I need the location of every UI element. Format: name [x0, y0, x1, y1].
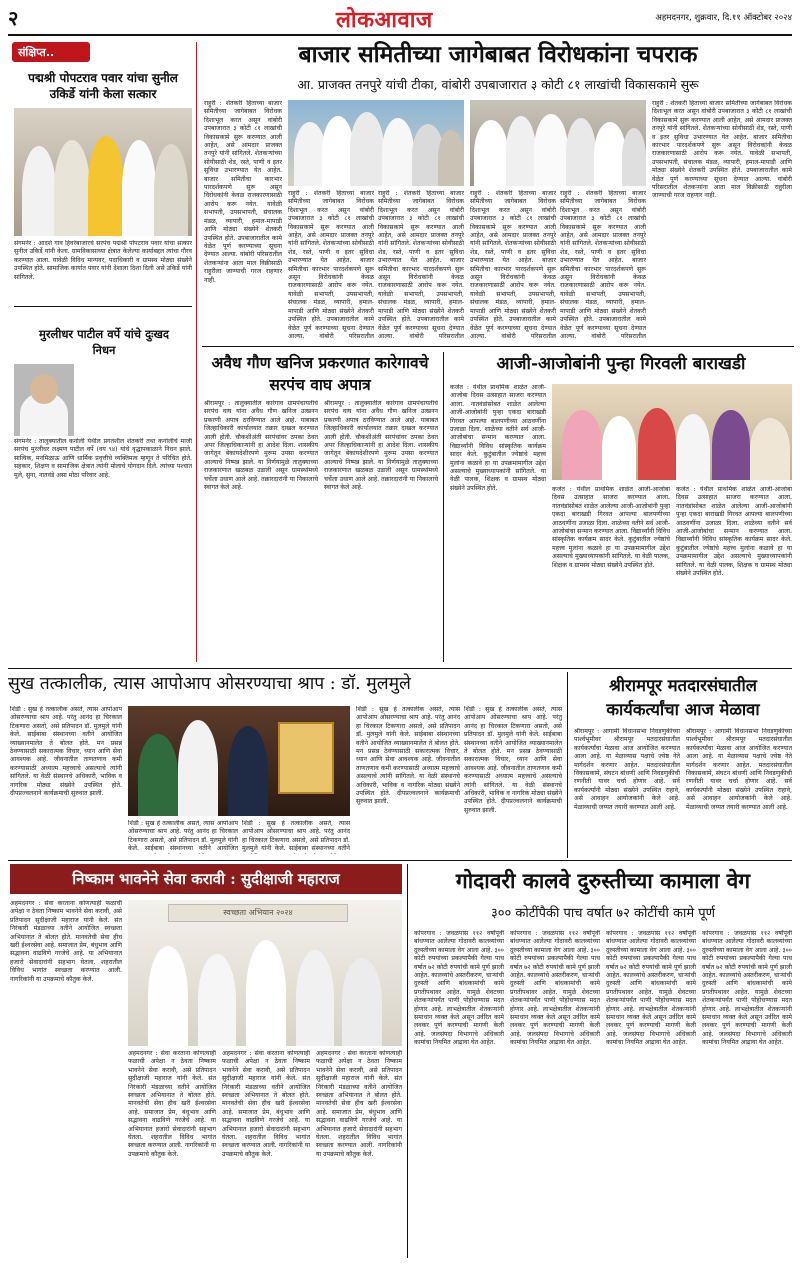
lead-body-col3: राहुरी : शेतकरी हिताच्या बाजार समितीच्या जागेबाबत विरोधक दिशाभूल करत असून वांबोरी उपबाजारात ३ कोटी ८१ लाखांची विकासकामे सुरू करण्यात आली आहेत, असे आमदार प्राजक्त तनपुरे यांनी सांगितले. शेतकऱ्यांच्या सोयीसाठी शेड, रस्ते, पाणी व इतर सुविधा उभारण्यात येत आहेत. बाजार समितीचा कारभार पारदर्शकपणे सुरू असून विरोधकांनी केवळ राजकारणासाठी आरोप करू नयेत. यावेळी सभापती, उपसभापती, संचालक मंडळ, व्यापारी, हमाल-मापाडी आणि मोठ्या संख्येने शेतकरी उपस्थित होते. उपबाजारातील कामे वेळेत पूर्ण करण्याच्या सूचना देण्यात आल्या. वांबोरी परिसरातील	[378, 190, 464, 340]
grandparents-headline: आजी-आजोबांनी पुन्हा गिरवली बाराखडी	[496, 354, 746, 374]
lead-photo	[288, 100, 464, 186]
nishkam-body-col4: अहमदनगर : सेवा करताना कोणत्याही फळाची अपेक्षा न ठेवता निष्काम भावनेने सेवा करावी, असे प्रतिपादन सुदीक्षाजी महाराज यांनी केले. संत निरंकारी मंडळाच्या वतीने आयोजित स्वच्छता अभियानात ते बोलत होते. मानवतेची सेवा हीच खरी ईश्वरसेवा आहे. समाजात प्रेम, बंधुभाव आणि सद्भावना वाढविणे गरजेचे आहे. या अभियानात हजारो सेवादारांनी सहभाग घेतला. शहरातील विविध भागांत स्वच्छता करण्यात आली. नागरिकांनी या उपक्रमाचे कौतुक केले.	[316, 1050, 402, 1158]
lead-body-col1: राहुरी : शेतकरी हिताच्या बाजार समितीच्या जागेबाबत विरोधक दिशाभूल करत असून वांबोरी उपबाजारात ३ कोटी ८१ लाखांची विकासकामे सुरू करण्यात आली आहेत, असे आमदार प्राजक्त तनपुरे यांनी सांगितले. शेतकऱ्यांच्या सोयीसाठी शेड, रस्ते, पाणी व इतर सुविधा उभारण्यात येत आहेत. बाजार समितीचा कारभार पारदर्शकपणे सुरू असून विरोधकांनी केवळ राजकारणासाठी आरोप करू नयेत. यावेळी सभापती, उपसभापती, संचालक मंडळ, व्यापारी, हमाल-मापाडी आणि मोठ्या संख्येने शेतकरी उपस्थित होते. उपबाजारातील कामे वेळेत पूर्ण करण्याच्या सूचना देण्यात आल्या. वांबोरी परिसरातील शेतकऱ्यांना आता माल विक्रीसाठी राहुरीला जाण्याची गरज राहणार नाही.	[204, 100, 282, 284]
mid-rule	[8, 668, 792, 669]
shrirampur-headline: श्रीरामपूर मतदारसंघातील कार्यकर्त्यांचा आज मेळावा	[606, 676, 760, 719]
mulmule-body-col3: शिर्डी : सुख हे तत्कालीक असते, त्यास आपोआप ओसरण्याचा श्राप आहे. परंतु आनंद हा चिरकाल टिकणारा असतो, असे प्रतिपादन डॉ. मुलमुले यांनी केले. साईबाबा संस्थानच्या वतीने	[242, 820, 350, 853]
nishkam-body-col2: अहमदनगर : सेवा करताना कोणत्याही फळाची अपेक्षा न ठेवता निष्काम भावनेने सेवा करावी, असे प्रतिपादन सुदीक्षाजी महाराज यांनी केले. संत निरंकारी मंडळाच्या वतीने आयोजित स्वच्छता अभियानात ते बोलत होते. मानवतेची सेवा हीच खरी ईश्वरसेवा आहे. समाजात प्रेम, बंधुभाव आणि सद्भावना वाढविणे गरजेचे आहे. या अभियानात हजारो सेवादारांनी सहभाग घेतला. शहरातील विविध भागांत स्वच्छता करण्यात आली. नागरिकांनी या उपक्रमाचे कौतुक केले.	[128, 1050, 216, 1158]
grandparents-body-col1: कर्जत : येथील प्राथमिक शाळेत आजी-आजोबा दिवस उत्साहात साजरा करण्यात आला. नातवंडांसोबत शाळेत आलेल्या आजी-आजोबांनी पुन्हा एकदा बाराखडी गिरवत आपल्या बालपणीच्या आठवणींना उजाळा दिला. शाळेच्या वतीने सर्व आजी-आजोबांचा सन्मान करण्यात आला. विद्यार्थ्यांनी विविध सांस्कृतिक कार्यक्रम सादर केले. कुटुंबातील ज्येष्ठांचे महत्त्व मुलांना कळावे हा या उपक्रमामागील उद्देश असल्याचे मुख्याध्यापकांनी सांगितले. या वेळी पालक, शिक्षक व ग्रामस्थ मोठ्या संख्येने उपस्थित होते.	[450, 384, 546, 492]
grandparents-photo	[552, 384, 792, 480]
lead-body-col6: राहुरी : शेतकरी हिताच्या बाजार समितीच्या जागेबाबत विरोधक दिशाभूल करत असून वांबोरी उपबाजारात ३ कोटी ८१ लाखांची विकासकामे सुरू करण्यात आली आहेत, असे आमदार प्राजक्त तनपुरे यांनी सांगितले. शेतकऱ्यांच्या सोयीसाठी शेड, रस्ते, पाणी व इतर सुविधा उभारण्यात येत आहेत. बाजार समितीचा कारभार पारदर्शकपणे सुरू असून विरोधकांनी केवळ राजकारणासाठी आरोप करू नयेत. यावेळी सभापती, उपसभापती, संचालक मंडळ, व्यापारी, हमाल-मापाडी आणि मोठ्या संख्येने शेतकरी उपस्थित होते. उपबाजारातील कामे वेळेत पूर्ण करण्याच्या सूचना देण्यात आल्या. वांबोरी परिसरातील शेतकऱ्यांना आता माल विक्रीसाठी राहुरीला जाण्याची गरज राहणार नाही.	[652, 100, 792, 200]
godavari-headline: गोदावरी कालवे दुरुस्तीच्या कामाला वेग	[455, 868, 751, 893]
sankshipt-divider	[14, 306, 192, 307]
godavari-body-col2: कोपरगाव : जवळपास ११२ वर्षांपूर्वी बांधण्यात आलेल्या गोदावरी कालव्यांच्या दुरुस्तीच्या कामाला वेग आला आहे. ३०० कोटी रुपयांच्या प्रकल्पापैकी गेल्या पाच वर्षात ७२ कोटी रुपयांची कामे पूर्ण झाली आहेत. कालव्यांचे अस्तरीकरण, चाऱ्यांची दुरुस्ती आणि बांधकामांची कामे प्रगतीपथावर आहेत. यामुळे शेवटच्या शेतकऱ्यांपर्यंत पाणी पोहोचण्यास मदत होणार आहे. लाभक्षेत्रातील शेतकऱ्यांनी समाधान व्यक्त केले असून उर्वरित कामे लवकर पूर्ण करण्याची मागणी केली आहे. जलसंपदा विभागाचे अधिकारी कामांचा नियमित आढावा घेत आहेत.	[510, 930, 600, 1047]
lead-photo-2	[470, 100, 646, 186]
sankshipt-body: संगमनेर : आदर्श गाव हिवरेबाजारचे सरपंच पद्मश्री पोपटराव पवार यांचा सत्कार सुनील उकिर्डे यांनी केला. ग्रामविकासाच्या क्षेत्रात केलेल्या कार्याबद्दल त्यांचा गौरव करण्यात आला. यावेळी विविध मान्यवर, पदाधिकारी व ग्रामस्थ मोठ्या संख्येने उपस्थित होते. सामाजिक कार्यात पवार यांनी देशाला दिशा दिली असे उकिर्डे यांनी सांगितले.	[14, 240, 192, 281]
mining-body-col2: श्रीरामपूर : तालुक्यातील कारेगाव ग्रामपंचायतीचे सरपंच वाघ यांना अवैध गौण खनिज उत्खनन प्रकरणी अपात्र ठरविण्यात आले आहे. याबाबत जिल्हाधिकारी कार्यालयात तक्रार दाखल करण्यात आली होती. चौकशीअंती सरपंचांवर ठपका ठेवत अपर जिल्हाधिकाऱ्यांनी हा आदेश दिला. शासकीय जागेतून बेकायदेशीरपणे मुरूम उपसा करण्यात आल्याचे निष्पन्न झाले. या निर्णयामुळे तालुक्याच्या राजकारणात खळबळ उडाली असून ग्रामस्थांमध्ये चर्चेला उधाण आले आहे. तक्रारदारांनी या निकालाचे स्वागत केले आहे.	[324, 400, 438, 492]
sankshipt-headline: पद्मश्री पोपटराव पवार यांचा सुनील उकिर्डे यांनी केला सत्कार	[28, 71, 178, 101]
lead-body-col5: राहुरी : शेतकरी हिताच्या बाजार समितीच्या जागेबाबत विरोधक दिशाभूल करत असून वांबोरी उपबाजारात ३ कोटी ८१ लाखांची विकासकामे सुरू करण्यात आली आहेत, असे आमदार प्राजक्त तनपुरे यांनी सांगितले. शेतकऱ्यांच्या सोयीसाठी शेड, रस्ते, पाणी व इतर सुविधा उभारण्यात येत आहेत. बाजार समितीचा कारभार पारदर्शकपणे सुरू असून विरोधकांनी केवळ राजकारणासाठी आरोप करू नयेत. यावेळी सभापती, उपसभापती, संचालक मंडळ, व्यापारी, हमाल-मापाडी आणि मोठ्या संख्येने शेतकरी उपस्थित होते. उपबाजारातील कामे वेळेत पूर्ण करण्याच्या सूचना देण्यात आल्या. वांबोरी परिसरातील	[560, 190, 646, 340]
obituary-photo	[14, 364, 74, 436]
lead-headline: बाजार समितीच्या जागेबाबत विरोधकांना चपराक	[298, 41, 698, 68]
sankshipt-tag-label: संक्षिप्त..	[18, 46, 55, 59]
godavari-subhead: ३०० कोटींपैकी पाच वर्षात ७२ कोटींची कामे पूर्ण	[490, 906, 716, 921]
mulmule-photo	[128, 706, 350, 816]
nishkam-body-col1: अहमदनगर : सेवा करताना कोणत्याही फळाची अपेक्षा न ठेवता निष्काम भावनेने सेवा करावी, असे प्रतिपादन सुदीक्षाजी महाराज यांनी केले. संत निरंकारी मंडळाच्या वतीने आयोजित स्वच्छता अभियानात ते बोलत होते. मानवतेची सेवा हीच खरी ईश्वरसेवा आहे. समाजात प्रेम, बंधुभाव आणि सद्भावना वाढविणे गरजेचे आहे. या अभियानात हजारो सेवादारांनी सहभाग घेतला. शहरातील विविध भागांत स्वच्छता करण्यात आली. नागरिकांनी या उपक्रमाचे कौतुक केले.	[10, 900, 122, 983]
godavari-body-col3: कोपरगाव : जवळपास ११२ वर्षांपूर्वी बांधण्यात आलेल्या गोदावरी कालव्यांच्या दुरुस्तीच्या कामाला वेग आला आहे. ३०० कोटी रुपयांच्या प्रकल्पापैकी गेल्या पाच वर्षात ७२ कोटी रुपयांची कामे पूर्ण झाली आहेत. कालव्यांचे अस्तरीकरण, चाऱ्यांची दुरुस्ती आणि बांधकामांची कामे प्रगतीपथावर आहेत. यामुळे शेवटच्या शेतकऱ्यांपर्यंत पाणी पोहोचण्यास मदत होणार आहे. लाभक्षेत्रातील शेतकऱ्यांनी समाधान व्यक्त केले असून उर्वरित कामे लवकर पूर्ण करण्याची मागणी केली आहे. जलसंपदा विभागाचे अधिकारी कामांचा नियमित आढावा घेत आहेत.	[606, 930, 696, 1047]
nishkam-body-col3: अहमदनगर : सेवा करताना कोणत्याही फळाची अपेक्षा न ठेवता निष्काम भावनेने सेवा करावी, असे प्रतिपादन सुदीक्षाजी महाराज यांनी केले. संत निरंकारी मंडळाच्या वतीने आयोजित स्वच्छता अभियानात ते बोलत होते. मानवतेची सेवा हीच खरी ईश्वरसेवा आहे. समाजात प्रेम, बंधुभाव आणि सद्भावना वाढविणे गरजेचे आहे. या अभियानात हजारो सेवादारांनी सहभाग घेतला. शहरातील विविध भागांत स्वच्छता करण्यात आली. नागरिकांनी या उपक्रमाचे कौतुक केले.	[222, 1050, 310, 1158]
godavari-body-col4: कोपरगाव : जवळपास ११२ वर्षांपूर्वी बांधण्यात आलेल्या गोदावरी कालव्यांच्या दुरुस्तीच्या कामाला वेग आला आहे. ३०० कोटी रुपयांच्या प्रकल्पापैकी गेल्या पाच वर्षात ७२ कोटी रुपयांची कामे पूर्ण झाली आहेत. कालव्यांचे अस्तरीकरण, चाऱ्यांची दुरुस्ती आणि बांधकामांची कामे प्रगतीपथावर आहेत. यामुळे शेवटच्या शेतकऱ्यांपर्यंत पाणी पोहोचण्यास मदत होणार आहे. लाभक्षेत्रातील शेतकऱ्यांनी समाधान व्यक्त केले असून उर्वरित कामे लवकर पूर्ण करण्याची मागणी केली आहे. जलसंपदा विभागाचे अधिकारी कामांचा नियमित आढावा घेत आहेत.	[702, 930, 792, 1047]
mulmule-body-col1: शिर्डी : सुख हे तत्कालीक असते, त्यास आपोआप ओसरण्याचा श्राप आहे. परंतु आनंद हा चिरकाल टिकणारा असतो, असे प्रतिपादन डॉ. मुलमुले यांनी केले. साईबाबा संस्थानच्या वतीने आयोजित व्याख्यानमालेत ते बोलत होते. मन प्रसन्न ठेवण्यासाठी सकारात्मक विचार, ध्यान आणि सेवा आवश्यक आहे. जीवनातील ताणतणाव कमी करण्यासाठी अध्यात्म महत्त्वाचे असल्याचे त्यांनी सांगितले. या वेळी संस्थानचे अधिकारी, भाविक व नागरिक मोठ्या संख्येने उपस्थित होते. दीपप्रज्वलनाने कार्यक्रमाची सुरुवात झाली.	[10, 706, 122, 798]
mulmule-headline: सुख तत्कालीक, त्यास आपोआप ओसरण्याचा श्राप : डॉ. मुलमुले	[8, 674, 411, 694]
nishkam-headline: निष्काम भावनेने सेवा करावी : सुदीक्षाजी महाराज	[72, 870, 340, 888]
nishkam-banner-text: स्वच्छता अभियान २०२४	[223, 908, 293, 917]
mulmule-body-col2: शिर्डी : सुख हे तत्कालीक असते, त्यास आपोआप ओसरण्याचा श्राप आहे. परंतु आनंद हा चिरकाल टिकणारा असतो, असे प्रतिपादन डॉ. मुलमुले यांनी केले. साईबाबा संस्थानच्या वतीने आयोजित	[128, 820, 238, 853]
grandparents-body-col2: कर्जत : येथील प्राथमिक शाळेत आजी-आजोबा दिवस उत्साहात साजरा करण्यात आला. नातवंडांसोबत शाळेत आलेल्या आजी-आजोबांनी पुन्हा एकदा बाराखडी गिरवत आपल्या बालपणीच्या आठवणींना उजाळा दिला. शाळेच्या वतीने सर्व आजी-आजोबांचा सन्मान करण्यात आला. विद्यार्थ्यांनी विविध सांस्कृतिक कार्यक्रम सादर केले. कुटुंबातील ज्येष्ठांचे महत्त्व मुलांना कळावे हा या उपक्रमामागील उद्देश असल्याचे मुख्याध्यापकांनी सांगितले. या वेळी पालक, शिक्षक व ग्रामस्थ मोठ्या संख्येने उपस्थित होते.	[552, 486, 670, 569]
obituary-body: संगमनेर : तालुक्यातील कनोली येथील प्रगतशील शेतकरी तथा कनोलीचे माजी सरपंच मुरलीधर लक्ष्मण पाटील वर्पे (वय ९४) यांचे वृद्धापकाळाने निधन झाले. सात्विक, मनमिळाऊ आणि धार्मिक प्रवृत्तीचे व्यक्तिमत्व म्हणून ते परिचित होते. सहकार, शिक्षण व सामाजिक क्षेत्रात त्यांनी मोलाचे योगदान दिले. त्यांच्या पश्चात मुले, सुना, नातवंडे असा मोठा परिवार आहे.	[14, 438, 192, 479]
sankshipt-photo	[14, 108, 192, 236]
mining-body-col1: श्रीरामपूर : तालुक्यातील कारेगाव ग्रामपंचायतीचे सरपंच वाघ यांना अवैध गौण खनिज उत्खनन प्रकरणी अपात्र ठरविण्यात आले आहे. याबाबत जिल्हाधिकारी कार्यालयात तक्रार दाखल करण्यात आली होती. चौकशीअंती सरपंचांवर ठपका ठेवत अपर जिल्हाधिकाऱ्यांनी हा आदेश दिला. शासकीय जागेतून बेकायदेशीरपणे मुरूम उपसा करण्यात आल्याचे निष्पन्न झाले. या निर्णयामुळे तालुक्याच्या राजकारणात खळबळ उडाली असून ग्रामस्थांमध्ये चर्चेला उधाण आले आहे. तक्रारदारांनी या निकालाचे स्वागत केले आहे.	[204, 400, 318, 492]
lead-body-col4: राहुरी : शेतकरी हिताच्या बाजार समितीच्या जागेबाबत विरोधक दिशाभूल करत असून वांबोरी उपबाजारात ३ कोटी ८१ लाखांची विकासकामे सुरू करण्यात आली आहेत, असे आमदार प्राजक्त तनपुरे यांनी सांगितले. शेतकऱ्यांच्या सोयीसाठी शेड, रस्ते, पाणी व इतर सुविधा उभारण्यात येत आहेत. बाजार समितीचा कारभार पारदर्शकपणे सुरू असून विरोधकांनी केवळ राजकारणासाठी आरोप करू नयेत. यावेळी सभापती, उपसभापती, संचालक मंडळ, व्यापारी, हमाल-मापाडी आणि मोठ्या संख्येने शेतकरी उपस्थित होते. उपबाजारातील कामे वेळेत पूर्ण करण्याच्या सूचना देण्यात आल्या. वांबोरी परिसरातील	[470, 190, 556, 340]
grandparents-body-col3: कर्जत : येथील प्राथमिक शाळेत आजी-आजोबा दिवस उत्साहात साजरा करण्यात आला. नातवंडांसोबत शाळेत आलेल्या आजी-आजोबांनी पुन्हा एकदा बाराखडी गिरवत आपल्या बालपणीच्या आठवणींना उजाळा दिला. शाळेच्या वतीने सर्व आजी-आजोबांचा सन्मान करण्यात आला. विद्यार्थ्यांनी विविध सांस्कृतिक कार्यक्रम सादर केले. कुटुंबातील ज्येष्ठांचे महत्त्व मुलांना कळावे हा या उपक्रमामागील उद्देश असल्याचे मुख्याध्यापकांनी सांगितले. या वेळी पालक, शिक्षक व ग्रामस्थ मोठ्या संख्येने उपस्थित होते.	[676, 486, 792, 578]
nishkam-photo	[128, 900, 402, 1046]
mulmule-body-col5: शिर्डी : सुख हे तत्कालीक असते, त्यास आपोआप ओसरण्याचा श्राप आहे. परंतु आनंद हा चिरकाल टिकणारा असतो, असे प्रतिपादन डॉ. मुलमुले यांनी केले. साईबाबा संस्थानच्या वतीने आयोजित व्याख्यानमालेत ते बोलत होते. मन प्रसन्न ठेवण्यासाठी सकारात्मक विचार, ध्यान आणि सेवा आवश्यक आहे. जीवनातील ताणतणाव कमी करण्यासाठी अध्यात्म महत्त्वाचे असल्याचे त्यांनी सांगितले. या वेळी संस्थानचे अधिकारी, भाविक व नागरिक मोठ्या संख्येने उपस्थित होते. दीपप्रज्वलनाने कार्यक्रमाची सुरुवात झाली.	[464, 706, 562, 814]
shrirampur-body-col1: श्रीरामपूर : आगामी विधानसभा निवडणुकीच्या पार्श्वभूमीवर श्रीरामपूर मतदारसंघातील कार्यकर्त्यांचा मेळावा आज आयोजित करण्यात आला आहे. या मेळाव्यास पक्षाचे ज्येष्ठ नेते मार्गदर्शन करणार आहेत. मतदारसंघातील विकासकामे, संघटन बांधणी आणि निवडणुकीची रणनीती यावर चर्चा होणार आहे. सर्व कार्यकर्त्यांनी मोठ्या संख्येने उपस्थित राहावे, असे आवाहन आयोजकांनी केले आहे. मेळाव्याची जय्यत तयारी करण्यात आली आहे.	[574, 728, 680, 811]
page-number: २	[8, 6, 19, 30]
lower-rule	[8, 860, 792, 861]
obituary-headline: मुरलीधर पाटील वर्पे यांचे दुःखद निधन	[38, 327, 170, 357]
masthead-rule	[8, 34, 792, 36]
mining-headline: अवैध गौण खनिज प्रकरणात कारेगावचे सरपंच वाघ अपात्र	[211, 353, 429, 394]
lead-bottom-rule	[202, 346, 794, 347]
mulmule-column-border	[567, 672, 568, 858]
sankshipt-column-border	[196, 42, 197, 662]
mulmule-body-col4: शिर्डी : सुख हे तत्कालीक असते, त्यास आपोआप ओसरण्याचा श्राप आहे. परंतु आनंद हा चिरकाल टिकणारा असतो, असे प्रतिपादन डॉ. मुलमुले यांनी केले. साईबाबा संस्थानच्या वतीने आयोजित व्याख्यानमालेत ते बोलत होते. मन प्रसन्न ठेवण्यासाठी सकारात्मक विचार, ध्यान आणि सेवा आवश्यक आहे. जीवनातील ताणतणाव कमी करण्यासाठी अध्यात्म महत्त्वाचे असल्याचे त्यांनी सांगितले. या वेळी संस्थानचे अधिकारी, भाविक व नागरिक मोठ्या संख्येने उपस्थित होते. दीपप्रज्वलनाने कार्यक्रमाची सुरुवात झाली.	[356, 706, 460, 806]
lead-body-col2: राहुरी : शेतकरी हिताच्या बाजार समितीच्या जागेबाबत विरोधक दिशाभूल करत असून वांबोरी उपबाजारात ३ कोटी ८१ लाखांची विकासकामे सुरू करण्यात आली आहेत, असे आमदार प्राजक्त तनपुरे यांनी सांगितले. शेतकऱ्यांच्या सोयीसाठी शेड, रस्ते, पाणी व इतर सुविधा उभारण्यात येत आहेत. बाजार समितीचा कारभार पारदर्शकपणे सुरू असून विरोधकांनी केवळ राजकारणासाठी आरोप करू नयेत. यावेळी सभापती, उपसभापती, संचालक मंडळ, व्यापारी, हमाल-मापाडी आणि मोठ्या संख्येने शेतकरी उपस्थित होते. उपबाजारातील कामे वेळेत पूर्ण करण्याच्या सूचना देण्यात आल्या. वांबोरी परिसरातील	[288, 190, 374, 340]
shrirampur-body-col2: श्रीरामपूर : आगामी विधानसभा निवडणुकीच्या पार्श्वभूमीवर श्रीरामपूर मतदारसंघातील कार्यकर्त्यांचा मेळावा आज आयोजित करण्यात आला आहे. या मेळाव्यास पक्षाचे ज्येष्ठ नेते मार्गदर्शन करणार आहेत. मतदारसंघातील विकासकामे, संघटन बांधणी आणि निवडणुकीची रणनीती यावर चर्चा होणार आहे. सर्व कार्यकर्त्यांनी मोठ्या संख्येने उपस्थित राहावे, असे आवाहन आयोजकांनी केले आहे. मेळाव्याची जय्यत तयारी करण्यात आली आहे.	[686, 728, 792, 811]
masthead-logo: लोकआवाज	[336, 7, 433, 33]
dateline: अहमदनगर, शुक्रवार, दि.११ ऑक्टोबर २०२४	[655, 13, 792, 23]
godavari-body-col1: कोपरगाव : जवळपास ११२ वर्षांपूर्वी बांधण्यात आलेल्या गोदावरी कालव्यांच्या दुरुस्तीच्या कामाला वेग आला आहे. ३०० कोटी रुपयांच्या प्रकल्पापैकी गेल्या पाच वर्षात ७२ कोटी रुपयांची कामे पूर्ण झाली आहेत. कालव्यांचे अस्तरीकरण, चाऱ्यांची दुरुस्ती आणि बांधकामांची कामे प्रगतीपथावर आहेत. यामुळे शेवटच्या शेतकऱ्यांपर्यंत पाणी पोहोचण्यास मदत होणार आहे. लाभक्षेत्रातील शेतकऱ्यांनी समाधान व्यक्त केले असून उर्वरित कामे लवकर पूर्ण करण्याची मागणी केली आहे. जलसंपदा विभागाचे अधिकारी कामांचा नियमित आढावा घेत आहेत.	[414, 930, 504, 1047]
lead-subhead: आ. प्राजक्त तनपुरे यांची टीका, वांबोरी उपबाजारात ३ कोटी ८१ लाखांची विकासकामे सुरू	[297, 77, 699, 92]
mining-column-border	[443, 352, 444, 662]
nishkam-column-border	[407, 864, 408, 1258]
